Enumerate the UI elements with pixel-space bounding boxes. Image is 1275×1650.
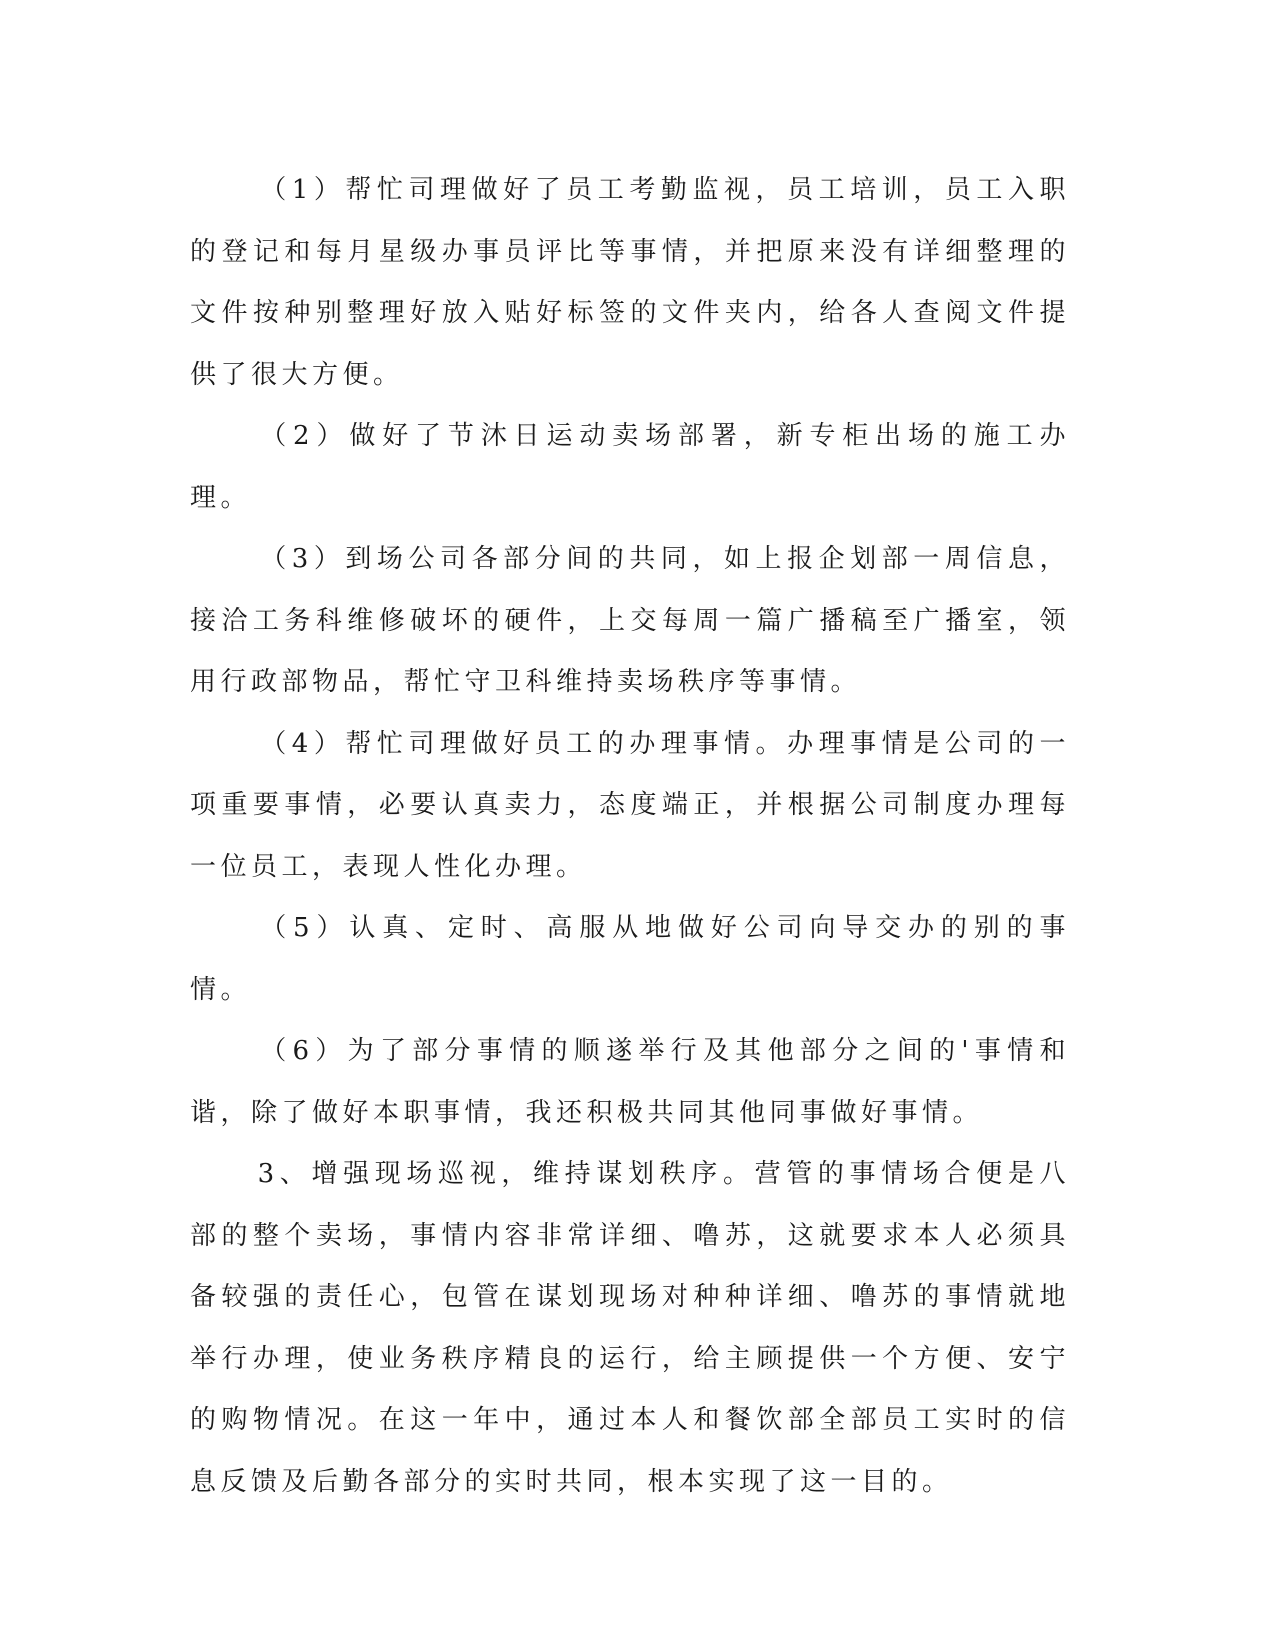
paragraph-item-2: （2）做好了节沐日运动卖场部署，新专柜出场的施工办理。 (190, 421, 1070, 513)
document-body (190, 160, 1070, 1513)
paragraph-section-3: 3、增强现场巡视，维持谋划秩序。营管的事情场合便是八部的整个卖场，事情内容非常详细、噜苏，这就要求本人必须具备较强的责任心，包管在谋划现场对种种详细、噜苏的事情就地举行办理，使业务秩序精良的运行，给主顾提供一个方便、安宁的购物情况。在这一年中，通过本人和餐饮部全部员工实时的信息反馈及后勤各部分的实时共同，根本实现了这一目的。 (190, 1159, 1070, 1497)
paragraph-item-1: （1）帮忙司理做好了员工考勤监视，员工培训，员工入职的登记和每月星级办事员评比等事情，并把原来没有详细整理的文件按种别整理好放入贴好标签的文件夹内，给各人查阅文件提供了很大方便。 (190, 175, 1070, 390)
paragraph-item-4: （4）帮忙司理做好员工的办理事情。办理事情是公司的一项重要事情，必要认真卖力，态度端正，并根据公司制度办理每一位员工，表现人性化办理。 (190, 728, 1070, 882)
paragraph-item-6: （6）为了部分事情的顺遂举行及其他部分之间的'事情和谐，除了做好本职事情，我还积极共同其他同事做好事情。 (190, 1036, 1070, 1128)
paragraph-item-5: （5）认真、定时、高服从地做好公司向导交办的别的事情。 (190, 913, 1070, 1005)
paragraph-item-3: （3）到场公司各部分间的共同，如上报企划部一周信息，接洽工务科维修破坏的硬件，上交每周一篇广播稿至广播室，领用行政部物品，帮忙守卫科维持卖场秩序等事情。 (190, 544, 1070, 697)
